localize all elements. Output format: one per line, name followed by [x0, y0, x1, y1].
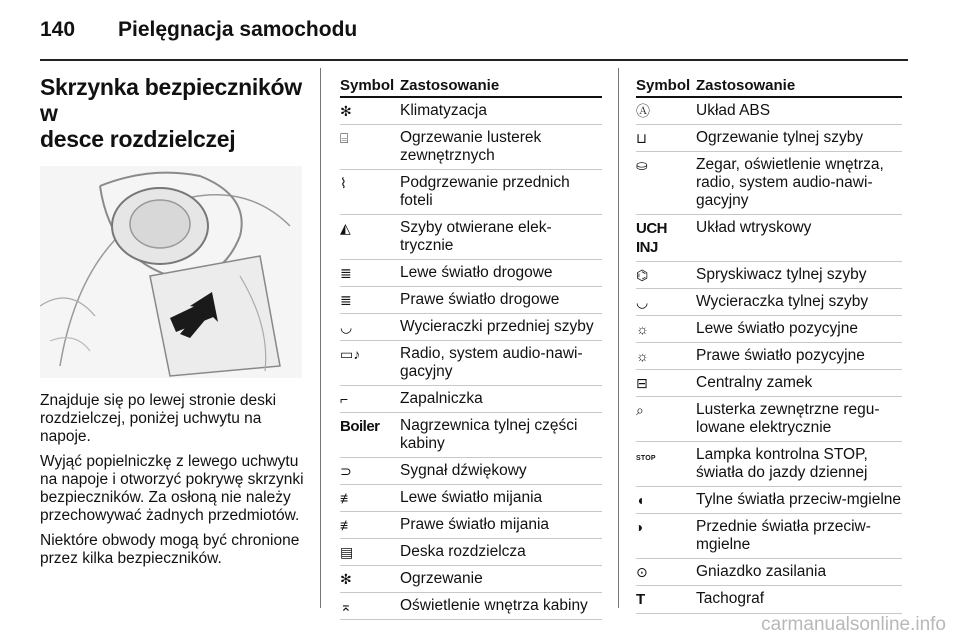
front-wiper-icon: ◡: [340, 319, 353, 335]
watermark: carmanualsonline.info: [761, 614, 946, 635]
symbol-cell: [340, 102, 400, 120]
symbol-cell: [340, 417, 400, 436]
symbol-cell: [340, 570, 400, 588]
usage-cell: Sygnał dźwiękowy: [400, 462, 527, 479]
usage-cell: Zegar, oświetlenie wnętrza, radio, system audio-nawi-gacyjny: [696, 156, 884, 209]
table-row: [636, 262, 902, 289]
symbol-cell: [340, 543, 400, 561]
usage-cell: Lampka kontrolna STOP, światła do jazdy dziennej: [696, 446, 868, 481]
symbol-cell: [636, 563, 696, 581]
usage-cell: Oświetlenie wnętrza kabiny: [400, 597, 588, 614]
usage-cell: Szyby otwierane elek-trycznie: [400, 219, 552, 254]
abs-icon: Ⓐ: [636, 103, 650, 119]
table-row: [340, 170, 602, 215]
heater-icon: ✻: [340, 571, 352, 587]
front-fog-icon: ◗: [636, 519, 645, 535]
usage-cell: Przednie światła przeciw-mgielne: [696, 518, 871, 553]
header-symbol: Symbol: [636, 77, 691, 94]
usage-cell: Prawe światło drogowe: [400, 291, 560, 308]
table-row: [340, 566, 602, 593]
fuse-table-left: [340, 76, 602, 620]
header-usage: Zastosowanie: [696, 77, 796, 94]
symbol-cell: [636, 156, 696, 174]
paragraph-instructions: Wyjąć popielniczkę z lewego uchwytu na napoje i otworzyć pokrywę skrzynki bezpieczników. Za osłoną nie należy przechowywać żadnych przedmiotów.: [40, 453, 304, 524]
heated-seat-icon: ⌇: [340, 175, 347, 191]
injection-text: UCH INJ: [636, 220, 667, 256]
symbol-cell: [636, 347, 696, 365]
table-row: [636, 125, 902, 152]
header-usage: Zastosowanie: [400, 77, 500, 94]
header-divider: [40, 59, 908, 61]
section-title-line-1: Skrzynka bezpieczników w: [40, 74, 302, 126]
table-row: [340, 539, 602, 566]
page-title: Pielęgnacja samochodu: [118, 18, 358, 41]
rear-washer-icon: ⌬: [636, 267, 649, 283]
column-divider-1: [320, 68, 321, 608]
table-row: [636, 316, 902, 343]
stop-text: STOP: [636, 455, 656, 462]
symbol-cell: [636, 129, 696, 147]
paragraph-location: Znajduje się po lewej stronie deski rozdzielczej, poniżej uchwytu na napoje.: [40, 392, 277, 445]
fan-icon: ✻: [340, 103, 352, 119]
page-header: [40, 14, 908, 54]
usage-cell: Lewe światło mijania: [400, 489, 543, 506]
table-row: [340, 485, 602, 512]
usage-cell: Wycieraczki przedniej szyby: [400, 318, 594, 335]
table-header: [636, 76, 902, 98]
radio-icon: ▭♪: [340, 346, 361, 362]
usage-cell: Układ wtryskowy: [696, 219, 812, 236]
usage-cell: Lusterka zewnętrzne regu-lowane elektrycznie: [696, 401, 880, 436]
table-row: [340, 413, 602, 458]
clock-interior-icon: ⛀: [636, 157, 648, 173]
symbol-cell: [636, 590, 696, 609]
fuse-box-illustration: [40, 166, 302, 378]
symbol-cell: [340, 516, 400, 534]
table-row: [340, 314, 602, 341]
table-row: [340, 512, 602, 539]
symbol-cell: [636, 320, 696, 338]
text-column: [40, 66, 310, 575]
header-symbol: Symbol: [340, 77, 395, 94]
usage-cell: Tachograf: [696, 590, 765, 607]
symbol-cell: [340, 390, 400, 408]
symbol-cell: [636, 266, 696, 284]
table-row: [636, 586, 902, 614]
table-header: [340, 76, 602, 98]
symbol-cell: [340, 291, 400, 309]
table-row: [340, 341, 602, 386]
usage-cell: Zapalniczka: [400, 390, 483, 407]
usage-cell: Ogrzewanie: [400, 570, 483, 587]
symbol-cell: [340, 219, 400, 237]
symbol-cell: [340, 462, 400, 480]
usage-cell: Lewe światło pozycyjne: [696, 320, 858, 337]
symbol-cell: [340, 129, 400, 147]
central-lock-icon: ⊟: [636, 375, 648, 391]
section-title: [40, 74, 310, 152]
low-beam-right-icon: ≢: [340, 517, 354, 533]
table-row: [636, 152, 902, 215]
column-divider-2: [618, 68, 619, 608]
parking-light-right-icon: ☼: [636, 348, 649, 364]
section-body: [40, 392, 310, 568]
rear-window-heat-icon: ⊔: [636, 130, 647, 146]
usage-cell: Klimatyzacja: [400, 102, 487, 119]
table-row: [340, 287, 602, 314]
tachograph-text: T: [636, 591, 645, 608]
page-number: 140: [40, 18, 76, 41]
symbol-cell: [636, 102, 696, 120]
instrument-panel-icon: ▤: [340, 544, 354, 560]
power-mirror-icon: ⌕: [636, 402, 644, 418]
symbol-cell: [340, 345, 400, 363]
usage-cell: Ogrzewanie tylnej szyby: [696, 129, 864, 146]
usage-cell: Centralny zamek: [696, 374, 813, 391]
symbol-cell: [636, 374, 696, 392]
low-beam-left-icon: ≢: [340, 490, 354, 506]
symbol-cell: [340, 597, 400, 615]
paragraph-note: Niektóre obwody mogą być chronione przez kilka bezpieczników.: [40, 532, 300, 567]
table-row: [636, 514, 902, 559]
heated-mirror-icon: ⌸: [340, 130, 349, 146]
table-row: [636, 397, 902, 442]
interior-light-icon: ⌅: [340, 598, 352, 614]
table-row: [340, 593, 602, 620]
table-row: [636, 215, 902, 262]
usage-cell: Deska rozdzielcza: [400, 543, 526, 560]
symbol-cell: [636, 491, 696, 509]
usage-cell: Tylne światła przeciw-mgielne: [696, 491, 902, 508]
table-row: [636, 442, 902, 487]
table-row: [636, 98, 902, 125]
table-row: [636, 289, 902, 316]
usage-cell: Radio, system audio-nawi-gacyjny: [400, 345, 583, 380]
symbol-cell: [636, 293, 696, 311]
usage-cell: Układ ABS: [696, 102, 771, 119]
table-row: [340, 386, 602, 413]
rear-wiper-icon: ◡: [636, 294, 649, 310]
high-beam-left-icon: ≣: [340, 265, 352, 281]
symbol-cell: [636, 518, 696, 536]
symbol-cell: [340, 174, 400, 192]
table-row: [340, 98, 602, 125]
table-row: [340, 125, 602, 170]
dashboard-drawing-icon: [40, 166, 302, 378]
usage-cell: Ogrzewanie lusterek zewnętrznych: [400, 129, 542, 164]
usage-cell: Prawe światło pozycyjne: [696, 347, 865, 364]
usage-cell: Spryskiwacz tylnej szyby: [696, 266, 867, 283]
usage-cell: Lewe światło drogowe: [400, 264, 553, 281]
usage-cell: Wycieraczka tylnej szyby: [696, 293, 869, 310]
rear-fog-icon: ◖: [636, 492, 645, 508]
table-row: [340, 215, 602, 260]
boiler-text: Boiler: [340, 418, 380, 435]
symbol-cell: [340, 318, 400, 336]
high-beam-right-icon: ≣: [340, 292, 352, 308]
table-row: [340, 458, 602, 485]
power-socket-icon: ⊙: [636, 564, 648, 580]
table-row: [340, 260, 602, 287]
section-title-line-2: desce rozdzielczej: [40, 126, 236, 152]
horn-icon: ⊃: [340, 463, 352, 479]
usage-cell: Nagrzewnica tylnej części kabiny: [400, 417, 578, 452]
symbol-cell: [340, 264, 400, 282]
usage-cell: Prawe światło mijania: [400, 516, 550, 533]
table-row: [636, 559, 902, 586]
table-row: [636, 370, 902, 397]
cigarette-lighter-icon: ⌐: [340, 391, 349, 407]
fuse-table-right: [636, 76, 902, 614]
symbol-cell: [636, 219, 696, 257]
power-window-icon: ◭: [340, 220, 351, 236]
symbol-cell: [636, 401, 696, 419]
symbol-cell: [340, 489, 400, 507]
usage-cell: Podgrzewanie przednich foteli: [400, 174, 570, 209]
symbol-cell: [636, 446, 696, 468]
table-row: [636, 343, 902, 370]
parking-light-left-icon: ☼: [636, 321, 649, 337]
table-row: [636, 487, 902, 514]
usage-cell: Gniazdko zasilania: [696, 563, 827, 580]
